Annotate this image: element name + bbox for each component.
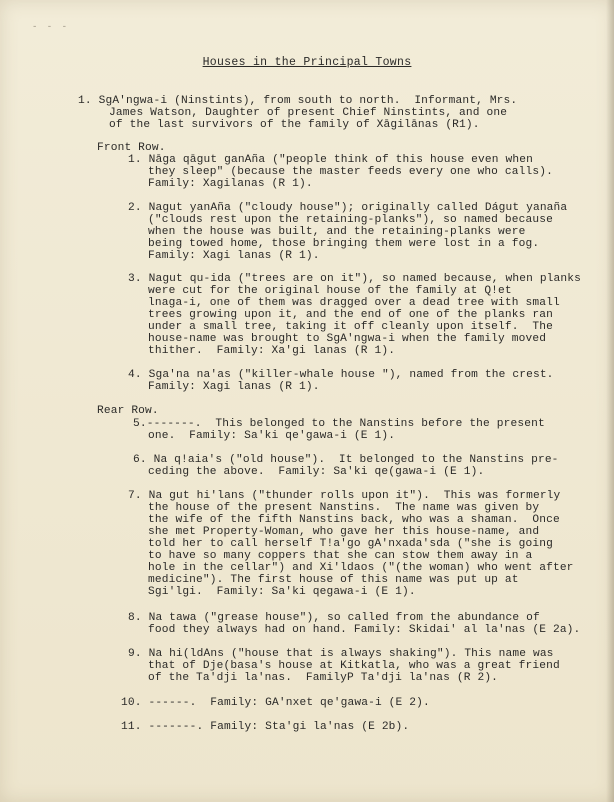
entry-line: when the house was built, and the retaining-planks were <box>148 226 526 238</box>
entry-line: lnaga-i, one of them was dragged over a dead tree with small <box>148 297 560 309</box>
entry-line: medicine"). The first house of this name was put up at <box>148 574 519 586</box>
page-edge-shadow <box>606 0 614 802</box>
entry-line: 9. Na hi(ldAns ("house that is always shaking"). This name was <box>128 648 554 660</box>
entry-line: 5.-------. This belonged to the Nanstins before the present <box>133 418 545 430</box>
entry-line: house-name was brought to SgA'ngwa-i when the family moved <box>148 333 547 345</box>
front-row-heading: Front Row. <box>97 142 166 154</box>
entry-line: 6. Na q!aia's ("old house"). It belonged to the Nanstins pre- <box>133 454 559 466</box>
section-line: James Watson, Daughter of present Chief Ninstints, and one <box>109 107 508 119</box>
entry-line: 10. ------. Family: GA'nxet qe'gawa-i (E 2). <box>121 697 430 709</box>
entry-line: under a small tree, taking it off cleanly upon itself. The <box>148 321 553 333</box>
entry-line: the wife of the fifth Nanstins back, who was a shaman. Once <box>148 514 560 526</box>
entry-line: 3. Nagut qu-ida ("trees are on it"), so named because, when planks <box>128 273 581 285</box>
entry-line: that of Dje(basa's house at Kitkatla, who was a great friend <box>148 660 560 672</box>
entry-line: they sleep" (because the master feeds every one who calls). <box>148 166 553 178</box>
entry-line: 7. Na gut hi'lans ("thunder rolls upon it"). This was formerly <box>128 490 561 502</box>
entry-line: thither. Family: Xa'gi lanas (R 1). <box>148 345 396 357</box>
entry-line: food they always had on hand. Family: Skidai' al la'nas (E 2a). <box>148 624 581 636</box>
entry-line: 1. Nāga qāgut ganAña ("people think of this house even when <box>128 154 533 166</box>
entry-line: being towed home, those bringing them were lost in a fog. <box>148 238 540 250</box>
entry-line: Family: Xagi lanas (R 1). <box>148 250 320 262</box>
entry-line: 2. Nagut yanAña ("cloudy house"); originally called Dágut yanaña <box>128 202 568 214</box>
entry-line: Family: Xagi lanas (R 1). <box>148 381 320 393</box>
entry-line: Sgi'lgi. Family: Sa'ki qegawa-i (E 1). <box>148 586 416 598</box>
entry-line: she met Property-Woman, who gave her this house-name, and <box>148 526 540 538</box>
entry-line: ("clouds rest upon the retaining-planks"), so named because <box>148 214 553 226</box>
entry-line: of the Ta'dji la'nas. FamilyP Ta'dji la'nas (R 2). <box>148 672 499 684</box>
entry-line: 8. Na tawa ("grease house"), so called from the abundance of <box>128 612 540 624</box>
entry-line: 4. Sga'na na'as ("killer-whale house "), named from the crest. <box>128 369 554 381</box>
entry-line: to have so many coppers that she can stow them away in a <box>148 550 533 562</box>
entry-line: one. Family: Sa'ki qe'gawa-i (E 1). <box>148 430 396 442</box>
entry-line: were cut for the original house of the family at Q!et <box>148 285 512 297</box>
entry-line: told her to call herself T!a'go gA'nxada'sda ("she is going <box>148 538 553 550</box>
entry-line: Family: Xagilanas (R 1). <box>148 178 313 190</box>
corner-mark: - - - <box>32 22 70 32</box>
entry-line: 11. -------. Family: Sta'gi la'nas (E 2b). <box>121 721 410 733</box>
page-title: Houses in the Principal Towns <box>202 56 412 69</box>
entry-line: the house of the present Nanstins. The name was given by <box>148 502 540 514</box>
entry-line: ceding the above. Family: Sa'ki qe(gawa-i (E 1). <box>148 466 485 478</box>
section-line: 1. SgA'ngwa-i (Ninstints), from south to north. Informant, Mrs. <box>78 95 518 107</box>
section-line: of the last survivors of the family of Xāgilānas (R1). <box>109 119 480 131</box>
entry-line: hole in the cellar") and Xi'ldaos ("(the woman) who went after <box>148 562 574 574</box>
entry-line: trees growing upon it, and the end of one of the planks ran <box>148 309 553 321</box>
rear-row-heading: Rear Row. <box>97 405 159 417</box>
